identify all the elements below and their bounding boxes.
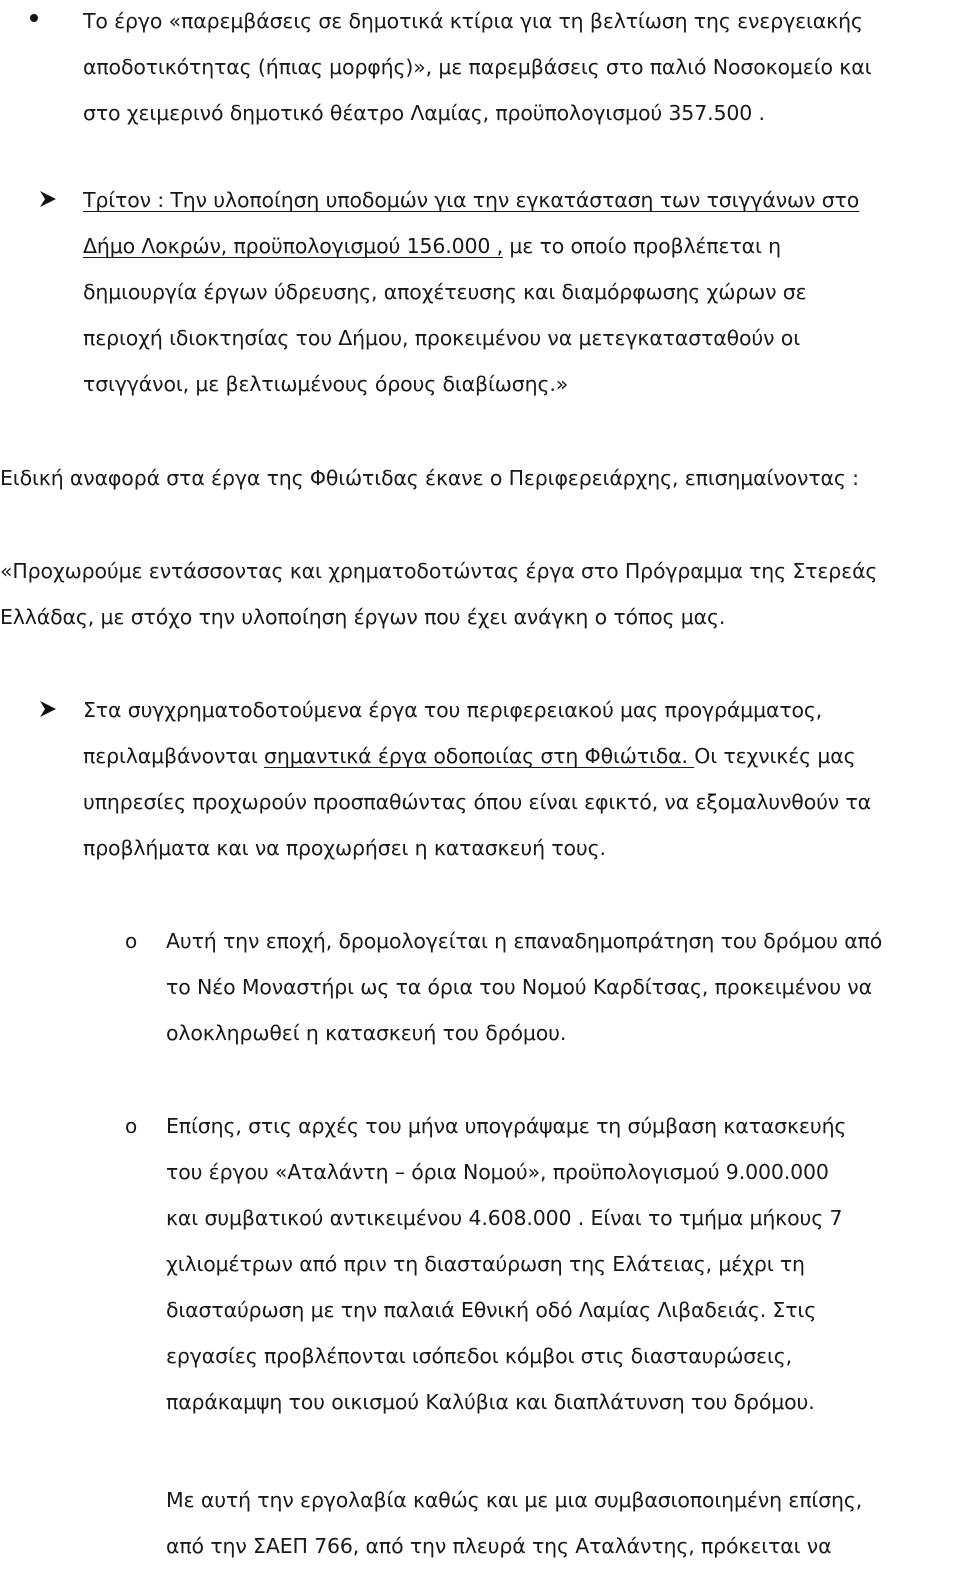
underlined-text-line: Τρίτον : Την υλοποίηση υποδομών για την εγκατάσταση των τσιγγάνων στο [83, 188, 860, 212]
underlined-text: Δήμο Λοκρών, προϋπολογισμού 156.000 , [83, 234, 504, 258]
text-line: Αυτή την εποχή, δρομολογείται η επαναδημοπράτηση του δρόμου από [166, 929, 883, 953]
text-line: Ελλάδας, με στόχο την υλοποίηση έργων που έχει ανάγκη ο τόπος μας. [0, 605, 726, 629]
text-line: χιλιομέτρων από πριν τη διασταύρωση της Ελάτειας, μέχρι τη [166, 1252, 805, 1276]
sub-bullet-atalanti [166, 1103, 846, 1425]
text-line: παράκαμψη του οικισμού Καλύβια και διαπλάτυνση του δρόμου. [166, 1390, 815, 1414]
bullet-item-road-works [83, 687, 871, 871]
text-line: προβλήματα και να προχωρήσει η κατασκευή τους. [83, 836, 606, 860]
text-line: Στα συγχρηματοδοτούμενα έργα του περιφερειακού μας προγράμματος, [83, 698, 823, 722]
text: Οι τεχνικές μας [694, 744, 856, 768]
text-line: «Προχωρούμε εντάσσοντας και χρηματοδοτώντας έργα στο Πρόγραμμα της Στερεάς [0, 559, 878, 583]
text-line: Επίσης, στις αρχές του μήνα υπογράψαμε τη σύμβαση κατασκευής [166, 1114, 847, 1138]
filled-circle-bullet-icon [30, 14, 38, 22]
underlined-text: σημαντικά έργα οδοποιίας στη Φθιώτιδα. [264, 744, 695, 768]
text-line: το Νέο Μοναστήρι ως τα όρια του Νομού Καρδίτσας, προκειμένου να [166, 975, 872, 999]
sub-bullet-neo-monastiri [166, 918, 882, 1056]
arrowhead-bullet-icon [38, 190, 58, 208]
text-line: ολοκληρωθεί η κατασκευή του δρόμου. [166, 1021, 567, 1045]
text-line: υπηρεσίες προχωρούν προσπαθώντας όπου είναι εφικτό, να εξομαλυνθούν τα [83, 790, 872, 814]
text-line: εργασίες προβλέπονται ισόπεδοι κόμβοι στις διασταυρώσεις, [166, 1344, 793, 1368]
hollow-o-bullet: o [125, 1114, 138, 1138]
text-line: Με αυτή την εργολαβία καθώς και με μια συμβασιοποιημένη επίσης, [166, 1488, 863, 1512]
text-line: Το έργο «παρεμβάσεις σε δημοτικά κτίρια για τη βελτίωση της ενεργειακής [83, 9, 863, 33]
arrowhead-bullet-icon [38, 700, 58, 718]
text-line: του έργου «Αταλάντη – όρια Νομού», προϋπολογισμού 9.000.000 [166, 1160, 829, 1184]
text-line: από την ΣΑΕΠ 766, από την πλευρά της Αταλάντης, πρόκειται να [166, 1534, 832, 1558]
paragraph-special-mention [0, 455, 859, 501]
bullet-item-roma-infrastructure [83, 177, 859, 407]
text: με το οποίο προβλέπεται η [503, 234, 782, 258]
hollow-o-bullet: o [125, 929, 138, 953]
text-line: περιοχή ιδιοκτησίας του Δήμου, προκειμένου να μετεγκατασταθούν οι [83, 326, 800, 350]
text-line: τσιγγάνοι, με βελτιωμένους όρους διαβίωσης.» [83, 372, 569, 396]
text-line: αποδοτικότητας (ήπιας μορφής)», με παρεμβάσεις στο παλιό Νοσοκομείο και [83, 55, 872, 79]
bullet-item-energy-buildings [83, 0, 871, 136]
text-line: στο χειμερινό δημοτικό θέατρο Λαμίας, προϋπολογισμού 357.500 . [83, 101, 765, 125]
text-line: και συμβατικού αντικειμένου 4.608.000 . Είναι το τμήμα μήκους 7 [166, 1206, 843, 1230]
text-line: δημιουργία έργων ύδρευσης, αποχέτευσης και διαμόρφωσης χώρων σε [83, 280, 807, 304]
paragraph-contract-saep [166, 1477, 862, 1569]
text-line: διασταύρωση με την παλαιά Εθνική οδό Λαμίας Λιβαδειάς. Στις [166, 1298, 817, 1322]
text-line: Ειδική αναφορά στα έργα της Φθιώτιδας έκανε ο Περιφερειάρχης, επισημαίνοντας : [0, 466, 859, 490]
paragraph-program-quote [0, 548, 877, 640]
text: περιλαμβάνονται [83, 744, 265, 768]
